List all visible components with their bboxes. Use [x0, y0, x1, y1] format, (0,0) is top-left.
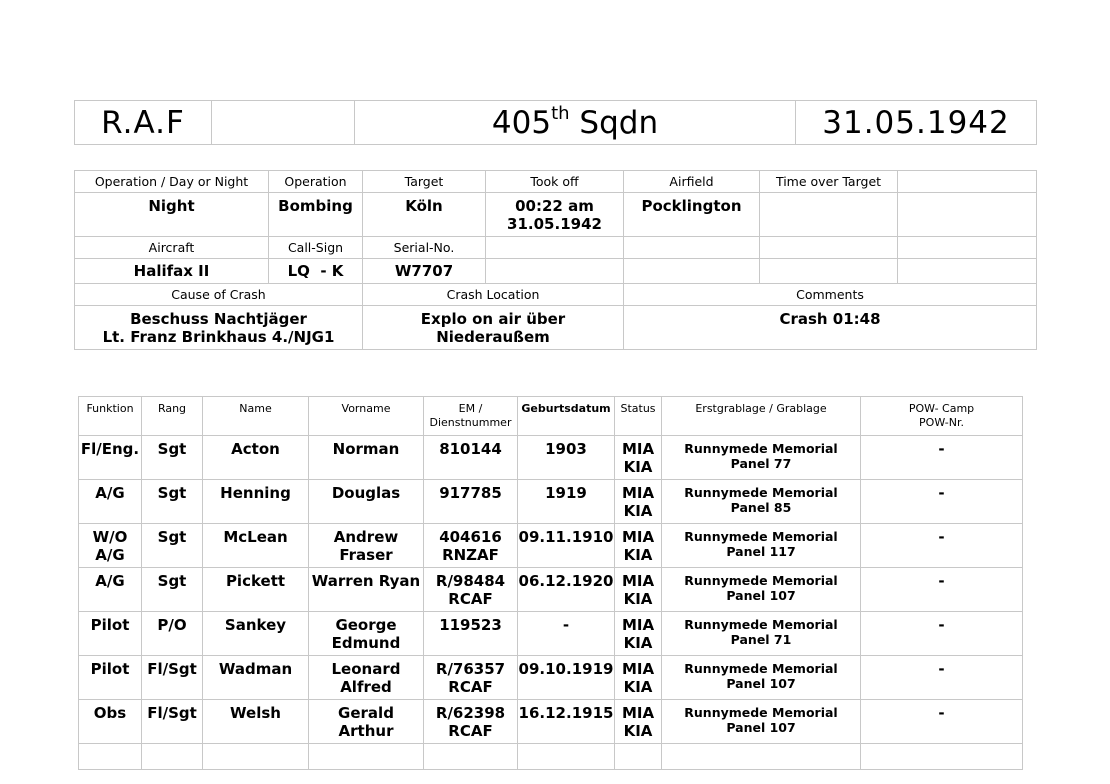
value-cause-of-crash	[75, 306, 363, 350]
crew-born: 1919	[518, 480, 615, 524]
crew-pow: -	[861, 568, 1023, 612]
value-blank	[760, 259, 898, 284]
col-name: Name	[203, 397, 309, 436]
crew-born: -	[518, 612, 615, 656]
crew-grablage	[662, 612, 861, 656]
crew-body	[79, 436, 1023, 770]
label-aircraft: Aircraft	[75, 237, 269, 259]
crew-status-line: MIA	[621, 440, 655, 458]
crew-vorname-line: Norman	[332, 440, 400, 458]
crew-vorname	[309, 700, 424, 744]
crew-em-line: RCAF	[448, 590, 493, 608]
crew-empty-row	[79, 744, 1023, 770]
crew-em-line: R/98484	[435, 572, 506, 590]
header-blank-cell	[212, 101, 355, 145]
crew-grablage	[662, 656, 861, 700]
crew-grablage-line: Runnymede Memorial	[684, 441, 838, 456]
value-serial-no: W7707	[363, 259, 486, 284]
crew-status	[615, 480, 662, 524]
crew-vorname-line: Edmund	[331, 634, 401, 652]
value-blank	[898, 193, 1037, 237]
value-took-off	[486, 193, 624, 237]
crew-status-line: KIA	[623, 458, 653, 476]
crew-status-line: KIA	[623, 590, 653, 608]
crew-table	[78, 396, 1023, 770]
crew-em	[424, 480, 518, 524]
crash-value-row	[75, 306, 1037, 350]
crew-name: Henning	[203, 480, 309, 524]
crew-funktion-line: A/G	[95, 484, 125, 502]
crew-status-line: MIA	[621, 704, 655, 722]
crew-vorname-line: Gerald Arthur	[338, 704, 394, 740]
crew-grablage-line: Runnymede Memorial	[684, 661, 838, 676]
value-time-over-target	[760, 193, 898, 237]
crew-status-line: MIA	[621, 616, 655, 634]
crew-pow: -	[861, 436, 1023, 480]
crew-funktion-line: Pilot	[90, 616, 130, 634]
crew-em-line: 404616	[439, 528, 502, 546]
crew-status-line: KIA	[623, 546, 653, 564]
crew-name: Acton	[203, 436, 309, 480]
label-blank	[624, 237, 760, 259]
label-crash-location: Crash Location	[363, 284, 624, 306]
crew-rang: Fl/Sgt	[142, 700, 203, 744]
crew-status-line: MIA	[621, 528, 655, 546]
cause-line-1: Beschuss Nachtjäger	[130, 310, 307, 328]
force-name: R.A.F	[75, 101, 212, 145]
crew-vorname-line: Warren Ryan	[311, 572, 421, 590]
crew-grablage-line: Panel 71	[730, 632, 792, 647]
value-call-sign: LQ - K	[269, 259, 363, 284]
header-row	[75, 101, 1037, 145]
crew-status-line: KIA	[623, 722, 653, 740]
crew-empty-cell	[309, 744, 424, 770]
value-comments: Crash 01:48	[624, 306, 1037, 350]
crew-grablage-line: Runnymede Memorial	[684, 485, 838, 500]
crew-born: 06.12.1920	[518, 568, 615, 612]
crew-grablage-line: Runnymede Memorial	[684, 573, 838, 588]
crew-status	[615, 436, 662, 480]
crew-status-line: KIA	[623, 634, 653, 652]
crew-vorname	[309, 568, 424, 612]
label-airfield: Airfield	[624, 171, 760, 193]
crew-em-line: R/76357	[435, 660, 506, 678]
header-date: 31.05.1942	[796, 101, 1037, 145]
crew-funktion	[79, 656, 142, 700]
crew-status	[615, 568, 662, 612]
value-blank	[486, 259, 624, 284]
label-call-sign: Call-Sign	[269, 237, 363, 259]
crew-rang: Sgt	[142, 480, 203, 524]
crew-funktion	[79, 612, 142, 656]
col-em-line-1: EM /	[458, 402, 483, 415]
crew-vorname	[309, 480, 424, 524]
crew-born: 09.11.1910	[518, 524, 615, 568]
crew-empty-cell	[662, 744, 861, 770]
col-status: Status	[615, 397, 662, 436]
crew-pow: -	[861, 656, 1023, 700]
crew-grablage	[662, 436, 861, 480]
crew-funktion	[79, 524, 142, 568]
crew-rang: Sgt	[142, 524, 203, 568]
crew-funktion	[79, 700, 142, 744]
crew-vorname-line: Leonard	[331, 660, 401, 678]
crew-funktion-line: Pilot	[90, 660, 130, 678]
col-grablage: Erstgrablage / Grablage	[662, 397, 861, 436]
label-took-off: Took off	[486, 171, 624, 193]
value-operation: Bombing	[269, 193, 363, 237]
crew-vorname-line: Andrew Fraser	[333, 528, 399, 564]
col-em	[424, 397, 518, 436]
crew-vorname	[309, 656, 424, 700]
crew-rang: P/O	[142, 612, 203, 656]
crew-funktion-line: A/G	[95, 546, 125, 564]
crew-em	[424, 568, 518, 612]
crew-funktion-line: Obs	[93, 704, 127, 722]
crew-empty-cell	[518, 744, 615, 770]
value-blank	[624, 259, 760, 284]
crew-grablage	[662, 568, 861, 612]
crew-em-line: 917785	[439, 484, 502, 502]
crew-header-row	[79, 397, 1023, 436]
crew-status	[615, 656, 662, 700]
crew-em	[424, 656, 518, 700]
crew-em	[424, 700, 518, 744]
crew-grablage-line: Runnymede Memorial	[684, 617, 838, 632]
label-target: Target	[363, 171, 486, 193]
crew-row	[79, 656, 1023, 700]
value-target: Köln	[363, 193, 486, 237]
crew-pow: -	[861, 480, 1023, 524]
crew-status-line: KIA	[623, 678, 653, 696]
crew-born: 1903	[518, 436, 615, 480]
crew-pow: -	[861, 612, 1023, 656]
col-em-line-2: Dienstnummer	[429, 416, 512, 429]
crew-grablage	[662, 480, 861, 524]
label-blank	[898, 171, 1037, 193]
col-pow-line-2: POW-Nr.	[919, 416, 964, 429]
col-pow	[861, 397, 1023, 436]
label-time-over-target: Time over Target	[760, 171, 898, 193]
col-pow-line-1: POW- Camp	[908, 402, 975, 415]
crew-name: Sankey	[203, 612, 309, 656]
crew-status	[615, 612, 662, 656]
value-aircraft: Halifax II	[75, 259, 269, 284]
crew-empty-cell	[203, 744, 309, 770]
crew-vorname	[309, 436, 424, 480]
took-off-time: 00:22 am	[515, 197, 594, 215]
value-blank	[898, 259, 1037, 284]
operation-label-row	[75, 171, 1037, 193]
crew-name: Wadman	[203, 656, 309, 700]
crew-row	[79, 480, 1023, 524]
crew-born: 16.12.1915	[518, 700, 615, 744]
crash-label-row	[75, 284, 1037, 306]
crew-row	[79, 700, 1023, 744]
crew-grablage-line: Panel 107	[726, 588, 796, 603]
crew-status-line: MIA	[621, 572, 655, 590]
header-table	[74, 100, 1037, 145]
crew-rang: Fl/Sgt	[142, 656, 203, 700]
value-airfield: Pocklington	[624, 193, 760, 237]
col-geburtsdatum: Geburtsdatum	[518, 397, 615, 436]
crew-pow: -	[861, 700, 1023, 744]
crew-grablage-line: Panel 107	[726, 676, 796, 691]
crew-row	[79, 612, 1023, 656]
crew-em	[424, 436, 518, 480]
crew-em	[424, 612, 518, 656]
crew-em-line: R/62398	[435, 704, 506, 722]
squadron-suffix: th	[551, 103, 570, 125]
crew-vorname	[309, 612, 424, 656]
crew-row	[79, 568, 1023, 612]
crew-grablage-line: Panel 85	[730, 500, 792, 515]
label-operation-day-night: Operation / Day or Night	[75, 171, 269, 193]
crew-rang: Sgt	[142, 436, 203, 480]
crew-empty-cell	[79, 744, 142, 770]
crew-empty-cell	[615, 744, 662, 770]
crew-grablage-line: Panel 117	[726, 544, 796, 559]
crew-vorname-line: Alfred	[340, 678, 392, 696]
crew-funktion	[79, 568, 142, 612]
crew-grablage-line: Panel 107	[726, 720, 796, 735]
squadron-number: 405	[491, 104, 552, 141]
crew-pow: -	[861, 524, 1023, 568]
crew-funktion	[79, 480, 142, 524]
col-funktion: Funktion	[79, 397, 142, 436]
crew-empty-cell	[424, 744, 518, 770]
col-vorname: Vorname	[309, 397, 424, 436]
crew-grablage-line: Runnymede Memorial	[684, 529, 838, 544]
crew-em-line: RCAF	[448, 678, 493, 696]
crew-vorname	[309, 524, 424, 568]
label-serial-no: Serial-No.	[363, 237, 486, 259]
crew-empty-cell	[142, 744, 203, 770]
crew-name: McLean	[203, 524, 309, 568]
operation-table	[74, 170, 1037, 350]
crew-em-line: 810144	[439, 440, 502, 458]
crew-name: Welsh	[203, 700, 309, 744]
crew-grablage	[662, 524, 861, 568]
crew-funktion-line: W/O	[92, 528, 128, 546]
crew-row	[79, 524, 1023, 568]
operation-value-row	[75, 193, 1037, 237]
value-day-night: Night	[75, 193, 269, 237]
took-off-date: 31.05.1942	[507, 215, 602, 233]
cause-line-2: Lt. Franz Brinkhaus 4./NJG1	[102, 328, 335, 346]
crew-vorname-line: Douglas	[331, 484, 401, 502]
crew-grablage	[662, 700, 861, 744]
squadron-word: Sqdn	[579, 104, 659, 141]
label-comments: Comments	[624, 284, 1037, 306]
crew-grablage-line: Panel 77	[730, 456, 792, 471]
crew-row	[79, 436, 1023, 480]
aircraft-value-row	[75, 259, 1037, 284]
crew-funktion	[79, 436, 142, 480]
squadron-title	[355, 101, 796, 145]
label-operation: Operation	[269, 171, 363, 193]
crew-em-line: 119523	[439, 616, 502, 634]
crew-funktion-line: Fl/Eng.	[80, 440, 140, 458]
crew-status	[615, 524, 662, 568]
label-blank	[486, 237, 624, 259]
crew-funktion-line: A/G	[95, 572, 125, 590]
crew-empty-cell	[861, 744, 1023, 770]
label-blank	[898, 237, 1037, 259]
crew-grablage-line: Runnymede Memorial	[684, 705, 838, 720]
label-cause-of-crash: Cause of Crash	[75, 284, 363, 306]
crew-status-line: MIA	[621, 484, 655, 502]
crew-name: Pickett	[203, 568, 309, 612]
value-crash-location: Explo on air über Niederaußem	[363, 306, 624, 350]
crew-rang: Sgt	[142, 568, 203, 612]
crew-em-line: RCAF	[448, 722, 493, 740]
aircraft-label-row	[75, 237, 1037, 259]
crew-status-line: KIA	[623, 502, 653, 520]
crew-vorname-line: George	[335, 616, 397, 634]
crew-status-line: MIA	[621, 660, 655, 678]
crew-em	[424, 524, 518, 568]
col-rang: Rang	[142, 397, 203, 436]
crew-born: 09.10.1919	[518, 656, 615, 700]
crew-status	[615, 700, 662, 744]
label-blank	[760, 237, 898, 259]
crew-em-line: RNZAF	[442, 546, 499, 564]
